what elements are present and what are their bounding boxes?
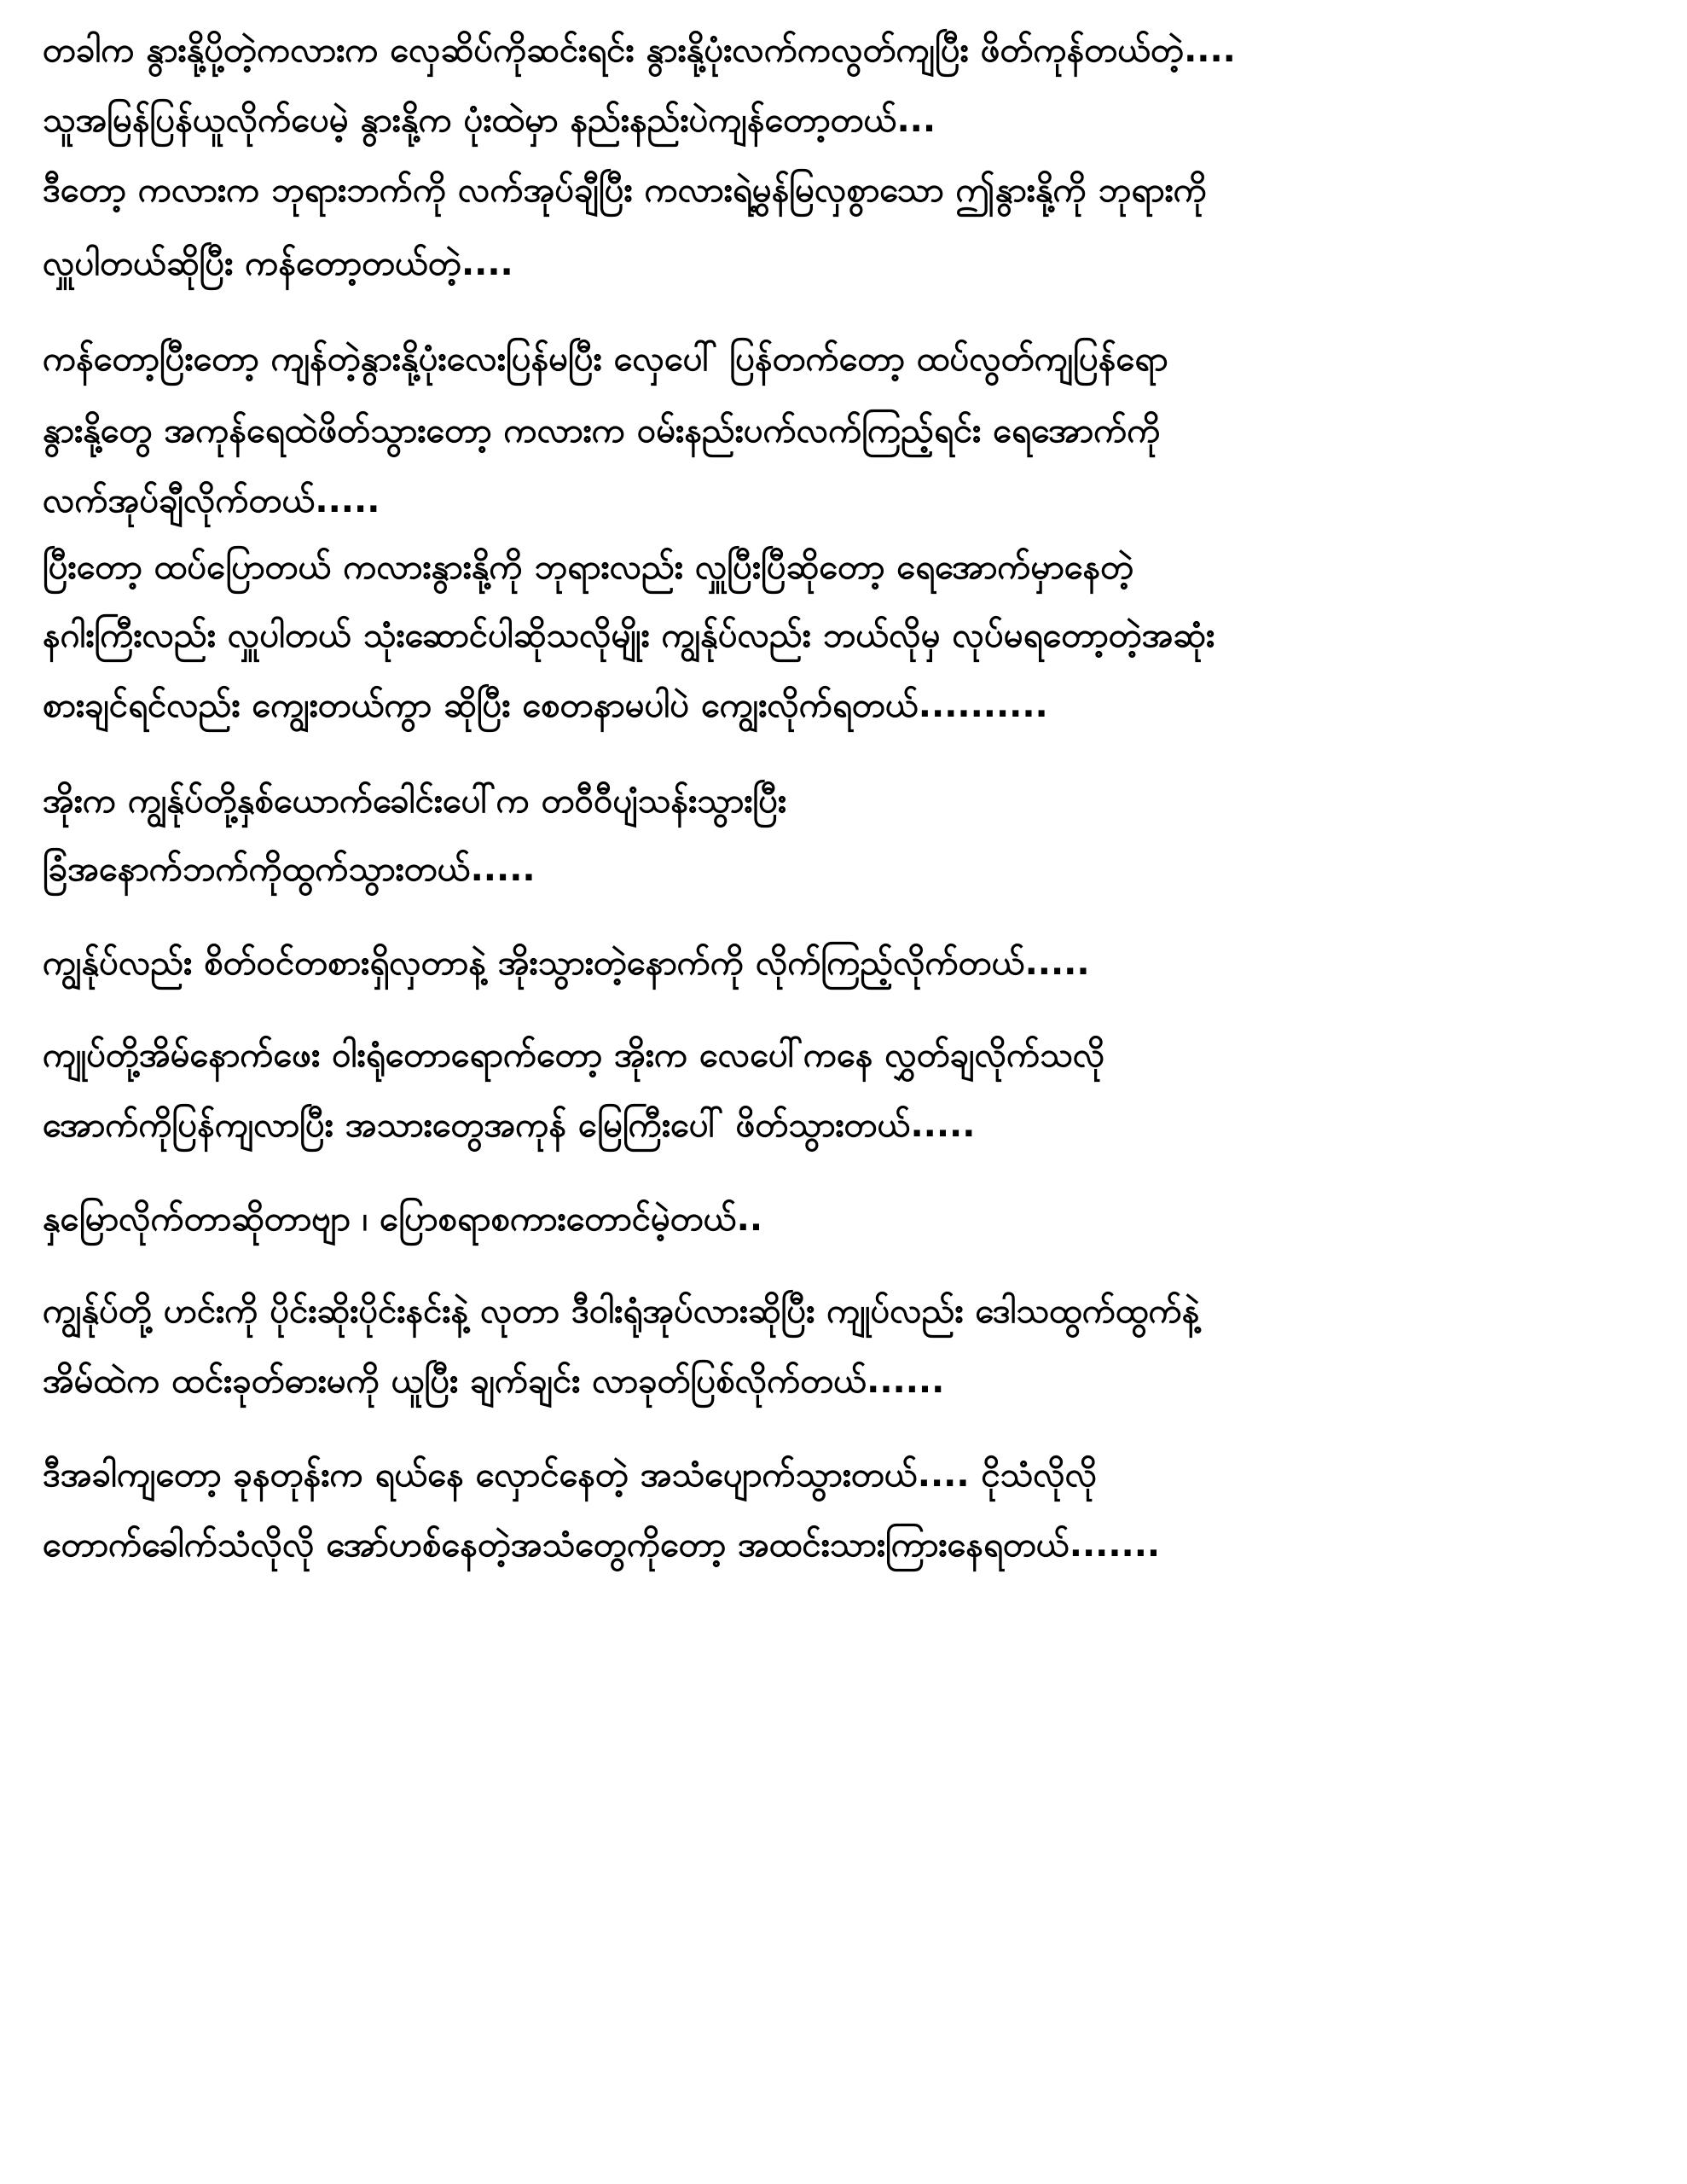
text-line: နွားနို့တွေ အကုန်ရေထဲဖိတ်သွားတော့ ကလားက ဝမ်းနည်းပက်လက်ကြည့်ရင်း ရေအောက်ကို (43, 411, 1161, 450)
text-line: လက်အုပ်ချီလိုက်တယ်..... (43, 481, 380, 520)
text-line: ဒီအခါကျတော့ ခုနတုန်းက ရယ်နေ လှောင်နေတဲ့ အသံပျောက်သွားတယ်.... ငိုသံလိုလို (43, 1455, 1098, 1495)
text-line: စားချင်ရင်လည်း ကျွေးတယ်ကွာ ဆိုပြီး စေတနာမပါပဲ ကျွေးလိုက်ရတယ်.......... (43, 686, 1048, 725)
text-line: ခြံအနောက်ဘက်ကိုထွက်သွားတယ်..... (43, 850, 536, 889)
text-line: ကန်တော့ပြီးတော့ ကျန်တဲ့နွားနို့ပုံးလေးပြန်မပြီး လှေပေါ် ပြန်တက်တော့ ထပ်လွတ်ကျပြန်ရော (43, 340, 1168, 379)
text-line: ကျုပ်တို့အိမ်နောက်ဖေး ဝါးရုံတောရောက်တော့ အိုးက လေပေါ်ကနေ လွှတ်ချလိုက်သလို (43, 1036, 1105, 1075)
text-line: ပြီးတော့ ထပ်ပြောတယ် ကလားနွားနို့ကို ဘုရားလည်း လှူပြီးပြီဆိုတော့ ရေအောက်မှာနေတဲ့ (43, 548, 1134, 587)
text-line: သူအမြန်ပြန်ယူလိုက်ပေမဲ့ နွားနို့က ပုံးထဲမှာ နည်းနည်းပဲကျန်တော့တယ်... (43, 101, 936, 140)
text-line: နှမြောလိုက်တာဆိုတာဗျာ ၊ ပြောစရာစကားတောင်မဲ့တယ်.. (43, 1199, 763, 1239)
text-line: ကျွန်ုပ်တို့ ဟင်းကို ပိုင်းဆိုးပိုင်းနင်းနဲ့ လုတာ ဒီဝါးရုံအုပ်လားဆိုပြီး ကျုပ်လည်း ဒေါသထွက်ထွက်နဲ့ (43, 1292, 1200, 1331)
text-line: လှူပါတယ်ဆိုပြီး ကန်တော့တယ်တဲ့.... (43, 244, 513, 283)
text-line: နဂါးကြီးလည်း လှူပါတယ် သုံးဆောင်ပါဆိုသလိုမျိုး ကျွန်ုပ်လည်း ဘယ်လိုမှ လုပ်မရတော့တဲ့အဆုံး (43, 616, 1215, 655)
text-line: အိမ်ထဲက ထင်းခုတ်ဓားမကို ယူပြီး ချက်ချင်း လာခုတ်ပြစ်လိုက်တယ်...... (43, 1362, 945, 1401)
text-line: တခါက နွားနို့ပို့တဲ့ကလားက လှေဆိပ်ကိုဆင်းရင်း နွားနို့ပုံးလက်ကလွတ်ကျပြီး ဖိတ်ကုန်တယ်တဲ့.... (43, 31, 1236, 70)
text-line: ကျွန်ုပ်လည်း စိတ်ဝင်တစားရှိလှတာနဲ့ အိုးသွားတဲ့နောက်ကို လိုက်ကြည့်လိုက်တယ်..... (43, 944, 1090, 983)
text-line: အောက်ကိုပြန်ကျလာပြီး အသားတွေအကုန် မြေကြီးပေါ် ဖိတ်သွားတယ်..... (43, 1106, 976, 1145)
text-line: တောက်ခေါက်သံလိုလို အော်ဟစ်နေတဲ့အသံတွေကိုတော့ အထင်းသားကြားနေရတယ်....... (43, 1525, 1161, 1565)
text-line: အိုးက ကျွန်ုပ်တို့နှစ်ယောက်ခေါင်းပေါ်က တဝီဝီပျံသန်းသွားပြီး (43, 781, 787, 821)
text-line: ဒီတော့ ကလားက ဘုရားဘက်ကို လက်အုပ်ချီပြီး ကလားရဲ့မွန်မြလှစွာသော ဤနွားနို့ကို ဘုရားကို (43, 171, 1207, 210)
